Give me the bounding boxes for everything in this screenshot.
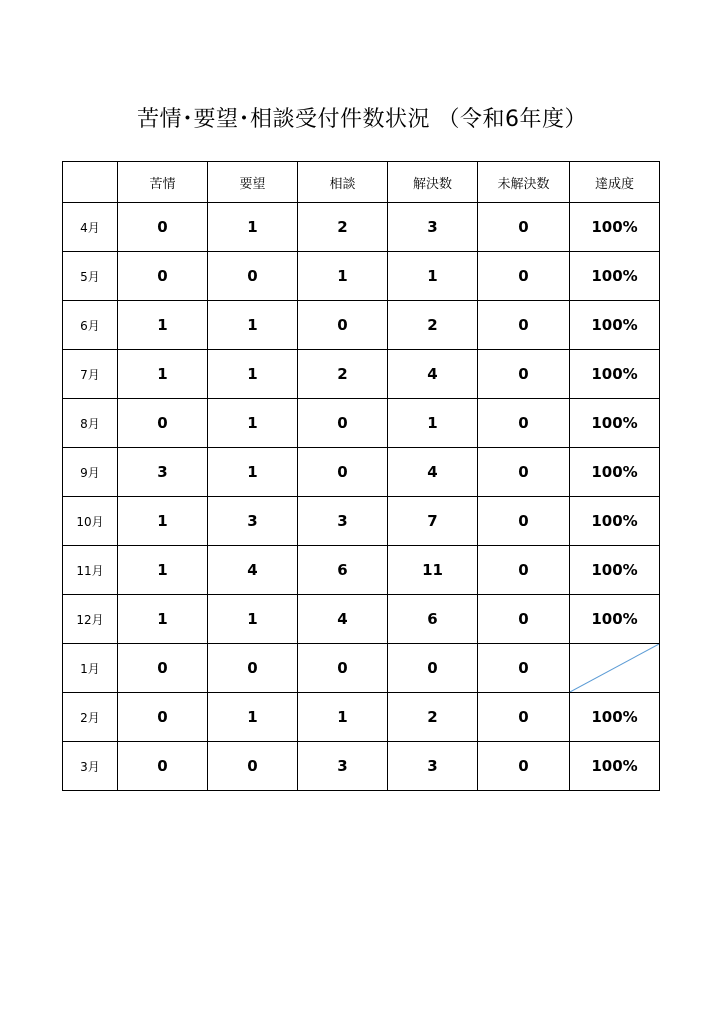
achievement-cell: 100%: [570, 546, 660, 595]
diagonal-slash-line: [570, 644, 659, 692]
achievement-cell: 100%: [570, 399, 660, 448]
complaints-cell: 0: [118, 252, 208, 301]
month-cell: 12月: [63, 595, 118, 644]
table-row: [63, 301, 660, 350]
table-row: [63, 399, 660, 448]
consultations-cell: 0: [298, 301, 388, 350]
unresolved-cell: 0: [478, 203, 570, 252]
complaints-cell: 1: [118, 497, 208, 546]
resolved-cell: 1: [388, 399, 478, 448]
header-cell-achievement: 達成度: [570, 162, 660, 203]
month-cell: 1月: [63, 644, 118, 693]
unresolved-cell: 0: [478, 301, 570, 350]
achievement-cell: 100%: [570, 252, 660, 301]
achievement-cell-empty: [570, 644, 660, 693]
unresolved-cell: 0: [478, 350, 570, 399]
achievement-cell: 100%: [570, 350, 660, 399]
achievement-cell: 100%: [570, 742, 660, 791]
achievement-cell: 100%: [570, 203, 660, 252]
consultations-cell: 0: [298, 399, 388, 448]
resolved-cell: 4: [388, 448, 478, 497]
header-row: [63, 162, 660, 203]
requests-cell: 1: [208, 595, 298, 644]
achievement-cell: 100%: [570, 448, 660, 497]
requests-cell: 1: [208, 448, 298, 497]
resolved-cell: 3: [388, 203, 478, 252]
report-table: [62, 161, 660, 791]
achievement-cell: 100%: [570, 497, 660, 546]
requests-cell: 0: [208, 252, 298, 301]
complaints-cell: 1: [118, 595, 208, 644]
consultations-cell: 6: [298, 546, 388, 595]
complaints-cell: 1: [118, 301, 208, 350]
achievement-cell: 100%: [570, 595, 660, 644]
table-row: [63, 693, 660, 742]
resolved-cell: 11: [388, 546, 478, 595]
table-row: [63, 546, 660, 595]
requests-cell: 0: [208, 742, 298, 791]
header-cell-complaints: 苦情: [118, 162, 208, 203]
achievement-cell: 100%: [570, 693, 660, 742]
complaints-cell: 0: [118, 399, 208, 448]
consultations-cell: 2: [298, 203, 388, 252]
unresolved-cell: 0: [478, 742, 570, 791]
header-cell-consultations: 相談: [298, 162, 388, 203]
complaints-cell: 3: [118, 448, 208, 497]
table-row: [63, 252, 660, 301]
unresolved-cell: 0: [478, 595, 570, 644]
table-row: [63, 350, 660, 399]
header-cell-requests: 要望: [208, 162, 298, 203]
requests-cell: 3: [208, 497, 298, 546]
month-cell: 8月: [63, 399, 118, 448]
resolved-cell: 7: [388, 497, 478, 546]
complaints-cell: 1: [118, 546, 208, 595]
complaints-cell: 0: [118, 644, 208, 693]
month-cell: 3月: [63, 742, 118, 791]
table-row: [63, 203, 660, 252]
resolved-cell: 3: [388, 742, 478, 791]
header-cell-blank: [63, 162, 118, 203]
requests-cell: 1: [208, 301, 298, 350]
month-cell: 4月: [63, 203, 118, 252]
unresolved-cell: 0: [478, 644, 570, 693]
complaints-cell: 1: [118, 350, 208, 399]
table-row: [63, 644, 660, 693]
month-cell: 10月: [63, 497, 118, 546]
month-cell: 6月: [63, 301, 118, 350]
month-cell: 7月: [63, 350, 118, 399]
resolved-cell: 6: [388, 595, 478, 644]
resolved-cell: 4: [388, 350, 478, 399]
unresolved-cell: 0: [478, 399, 570, 448]
achievement-cell: 100%: [570, 301, 660, 350]
requests-cell: 1: [208, 203, 298, 252]
consultations-cell: 1: [298, 252, 388, 301]
unresolved-cell: 0: [478, 252, 570, 301]
month-cell: 5月: [63, 252, 118, 301]
consultations-cell: 3: [298, 497, 388, 546]
unresolved-cell: 0: [478, 497, 570, 546]
resolved-cell: 0: [388, 644, 478, 693]
resolved-cell: 2: [388, 301, 478, 350]
month-cell: 9月: [63, 448, 118, 497]
consultations-cell: 0: [298, 448, 388, 497]
header-cell-unresolved: 未解決数: [478, 162, 570, 203]
table-row: [63, 742, 660, 791]
unresolved-cell: 0: [478, 693, 570, 742]
table-row: [63, 595, 660, 644]
complaints-cell: 0: [118, 742, 208, 791]
table-row: [63, 448, 660, 497]
requests-cell: 4: [208, 546, 298, 595]
resolved-cell: 1: [388, 252, 478, 301]
requests-cell: 1: [208, 693, 298, 742]
unresolved-cell: 0: [478, 546, 570, 595]
requests-cell: 1: [208, 399, 298, 448]
complaints-cell: 0: [118, 203, 208, 252]
resolved-cell: 2: [388, 693, 478, 742]
page-title: 苦情･要望･相談受付件数状況 （令和6年度）: [137, 107, 587, 132]
requests-cell: 0: [208, 644, 298, 693]
month-cell: 2月: [63, 693, 118, 742]
header-cell-resolved: 解決数: [388, 162, 478, 203]
requests-cell: 1: [208, 350, 298, 399]
month-cell: 11月: [63, 546, 118, 595]
complaints-cell: 0: [118, 693, 208, 742]
consultations-cell: 2: [298, 350, 388, 399]
consultations-cell: 1: [298, 693, 388, 742]
table-row: [63, 497, 660, 546]
consultations-cell: 0: [298, 644, 388, 693]
consultations-cell: 3: [298, 742, 388, 791]
unresolved-cell: 0: [478, 448, 570, 497]
consultations-cell: 4: [298, 595, 388, 644]
